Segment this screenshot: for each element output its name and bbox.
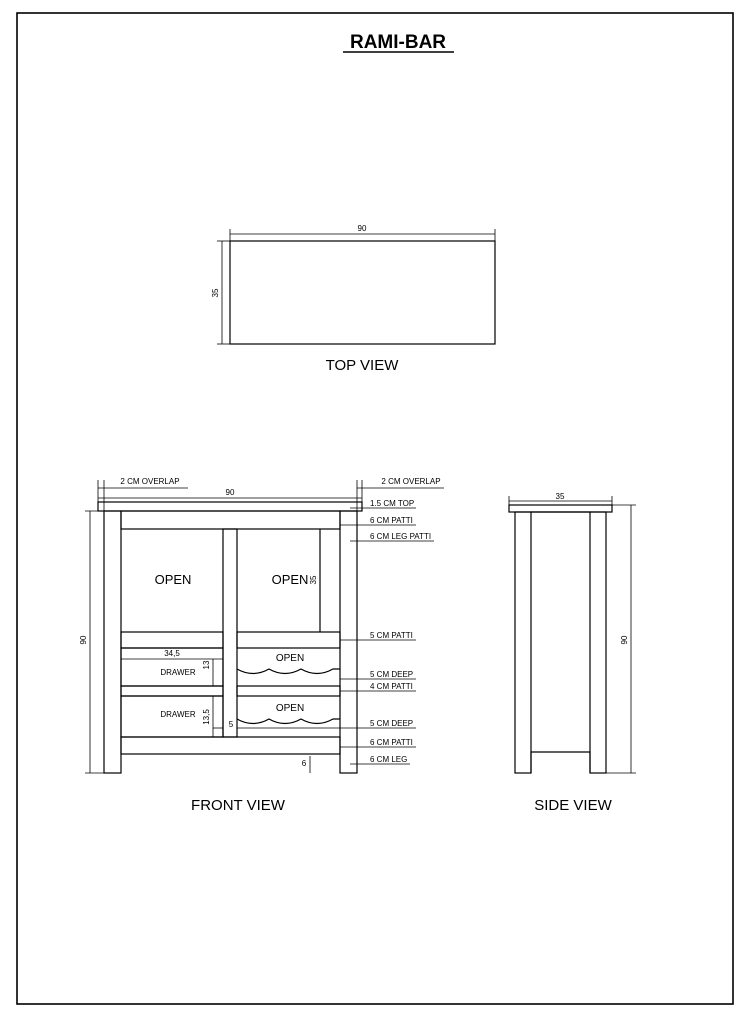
top-depth-dim: 35 [211, 288, 220, 298]
front-wine-rack-top [237, 669, 340, 674]
front-left-leg [104, 511, 121, 773]
front-overlap-left: 2 CM OVERLAP [120, 477, 180, 486]
side-depth-dim: 35 [555, 492, 565, 501]
callout-5cm-deep-top: 5 CM DEEP [370, 670, 414, 679]
front-open-height-dim: 35 [309, 575, 318, 585]
callout-leg-patti: 6 CM LEG PATTI [370, 532, 432, 541]
drawing-title: RAMI-BAR [349, 32, 447, 53]
callout-top-patti: 6 CM PATTI [370, 516, 413, 525]
front-wine-rack-bottom [237, 719, 340, 724]
front-open-rack-top: OPEN [275, 653, 305, 664]
front-divider-dim: 5 [228, 720, 234, 729]
callout-6cm-leg: 6 CM LEG [370, 755, 408, 764]
front-patti-mid-left [121, 686, 223, 696]
front-height-dim: 90 [79, 635, 88, 645]
front-drawer-top-label: DRAWER [160, 668, 196, 677]
front-top-patti [121, 511, 340, 529]
top-view [211, 224, 495, 374]
front-drawer-width-dim: 34,5 [164, 649, 180, 658]
front-width-dim: 90 [225, 488, 235, 497]
sheet-border [17, 13, 733, 1004]
front-callouts [340, 499, 434, 764]
front-view-label: FRONT VIEW [191, 797, 285, 814]
front-open-rack-bottom: OPEN [275, 703, 305, 714]
front-drawer-top-height: 13 [202, 660, 211, 670]
front-drawer-bottom-height: 13,5 [202, 709, 211, 725]
side-back-leg [590, 512, 606, 773]
side-panel [531, 512, 590, 773]
callout-5cm-patti: 5 CM PATTI [370, 631, 413, 640]
side-front-leg [515, 512, 531, 773]
side-view [509, 492, 636, 814]
front-drawer-bottom-label: DRAWER [160, 710, 196, 719]
front-view [79, 477, 444, 814]
top-view-outline [230, 241, 495, 344]
top-width-dim: 90 [357, 224, 367, 233]
side-height-dim: 90 [620, 635, 629, 645]
front-right-leg [340, 511, 357, 773]
front-bottom-patti [121, 737, 340, 754]
side-top-board [509, 505, 612, 512]
callout-4cm-patti: 4 CM PATTI [370, 682, 413, 691]
front-patti-right [237, 632, 340, 648]
front-overlap-right: 2 CM OVERLAP [381, 477, 441, 486]
front-patti-mid-right [237, 686, 340, 696]
top-view-label: TOP VIEW [325, 357, 399, 374]
side-view-label: SIDE VIEW [534, 797, 612, 814]
front-leg-dim: 6 [301, 759, 307, 768]
callout-5cm-deep-bottom: 5 CM DEEP [370, 719, 414, 728]
callout-top: 1.5 CM TOP [370, 499, 415, 508]
front-center-divider [223, 529, 237, 737]
front-open-right: OPEN [271, 572, 309, 587]
callout-6cm-patti: 6 CM PATTI [370, 738, 413, 747]
front-open-left: OPEN [154, 572, 192, 587]
front-top-board [98, 502, 362, 511]
front-patti-left [121, 632, 223, 648]
